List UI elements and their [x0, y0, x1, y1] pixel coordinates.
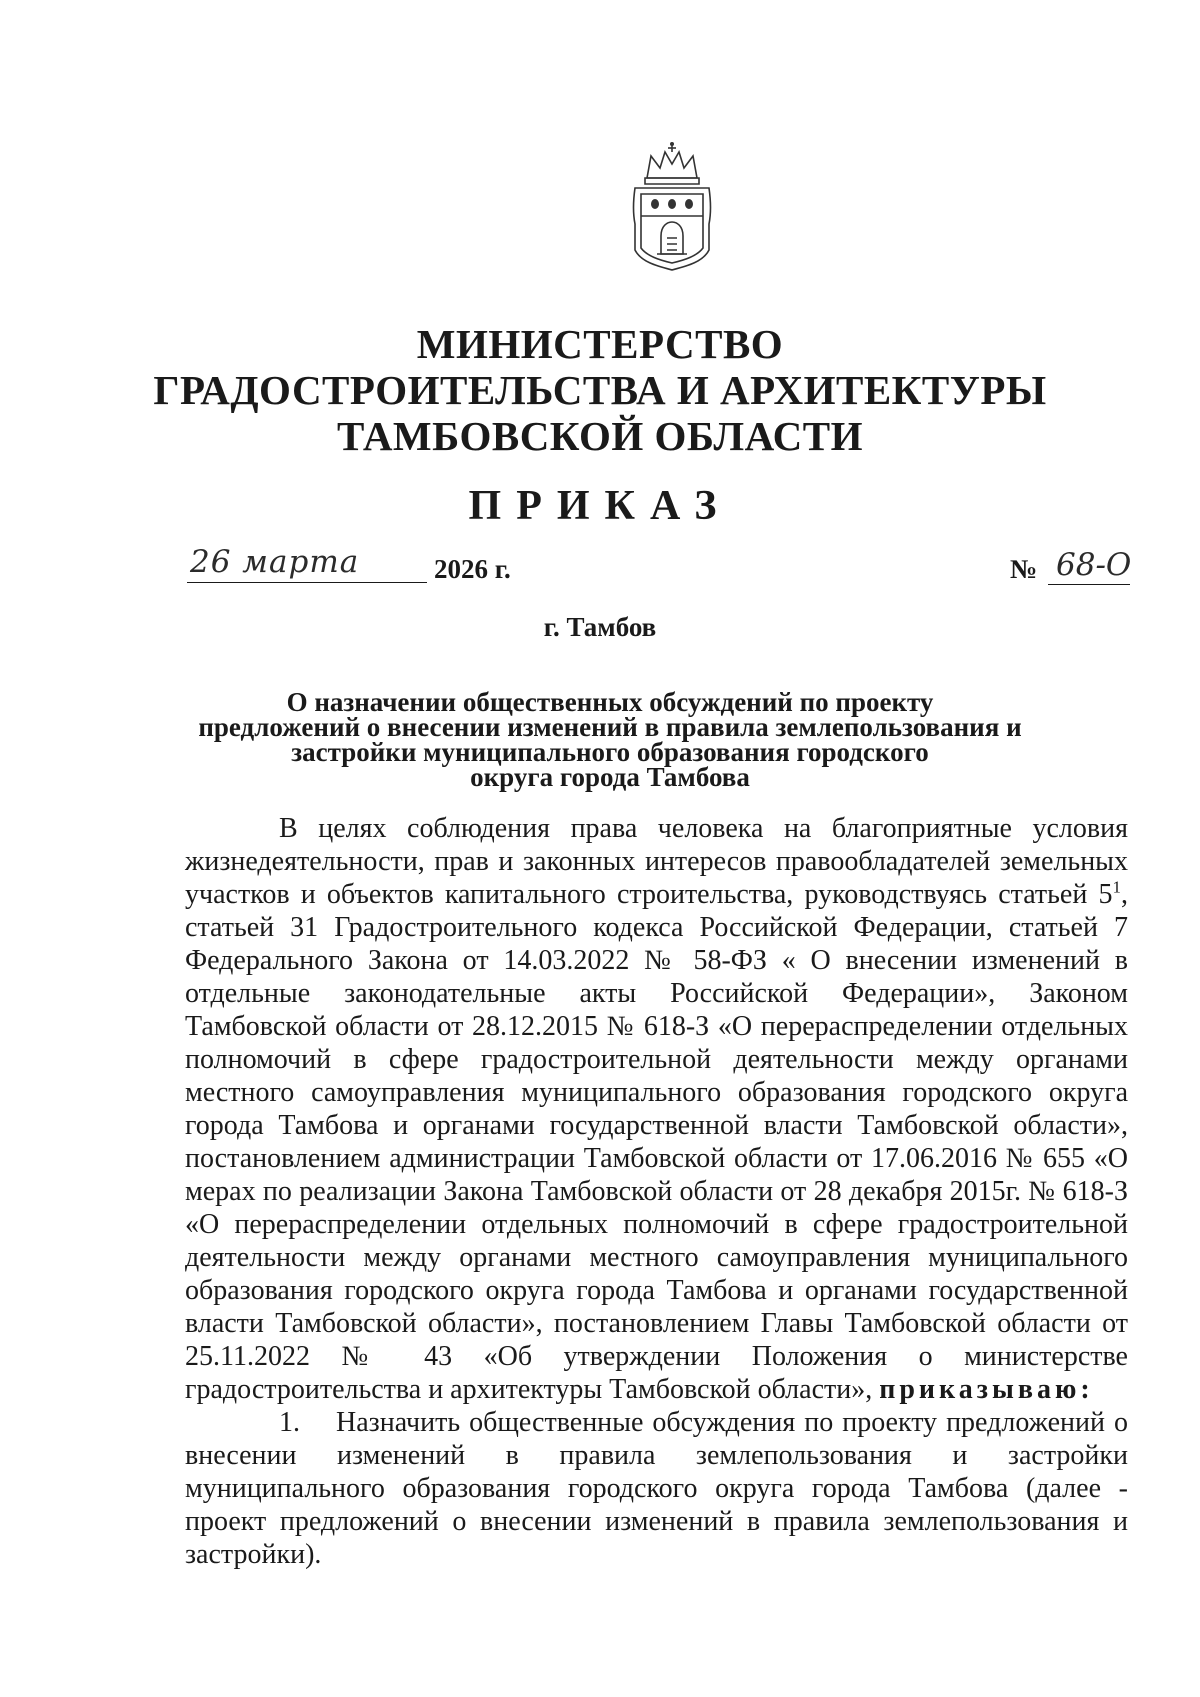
list-item-number: 1.: [279, 1407, 300, 1438]
preamble-text: В целях соблюдения права человека на благоприятные условия жизнедеятельности, прав и законных интересов правообладателей земельных участков и объектов капитального строительства, руководствуясь статьей 5: [185, 813, 1128, 910]
preamble-paragraph: [185, 812, 1128, 1406]
coat-of-arms-icon: [627, 138, 717, 274]
number-label: №: [1010, 554, 1038, 584]
document-subject: [170, 687, 1050, 792]
document-city: г. Тамбов: [543, 612, 657, 642]
superscript-index: 1: [1112, 877, 1121, 897]
document-type-title: ПРИКАЗ: [468, 483, 732, 529]
preamble-text-cont: , статьей 31 Градостроительного кодекса Российской Федерации, статьей 7 Федерального Закона от 14.03.2022 № 58-ФЗ « О внесении изменений в отдельные законодательные акты Российской Федерации», Законом Тамбовской области от 28.12.2015 № 618-З «О перераспределении отдельных полномочий в сфере градостроительной деятельности между органами местного самоуправления муниципального образования городского округа города Тамбова и органами государственной власти Тамбовской области», постановлением администрации Тамбовской области от 17.06.2016 № 655 «О мерах по реализации Закона Тамбовской области от 28 декабря 2015г. № 618-З «О перераспределении отдельных полномочий в сфере градостроительной деятельности между органами местного самоуправления муниципального образования городского округа города Тамбова и органами государственной власти Тамбовской области», постановлением Главы Тамбовской области от 25.11.2022 № 43 «Об утверждении Положения о министерстве градостроительства и архитектуры Тамбовской области»,: [185, 879, 1128, 1405]
document-body: [185, 812, 1128, 1571]
document-year: 2026 г.: [434, 554, 511, 584]
org-name-line3: ТАМБОВСКОЙ ОБЛАСТИ: [337, 413, 863, 459]
subject-line: застройки муниципального образования городского: [291, 737, 929, 767]
directive-word: приказываю:: [879, 1374, 1094, 1405]
list-item-text: Назначить общественные обсуждения по проекту предложений о внесении изменений в правила землепользования и застройки муниципального образования городского округа города Тамбова (далее - проект предложений о внесении изменений в правила землепользования и застройки).: [185, 1407, 1128, 1570]
subject-line: предложений о внесении изменений в правила землепользования и: [198, 712, 1022, 742]
subject-line: О назначении общественных обсуждений по проекту: [286, 687, 934, 717]
org-name-line2: ГРАДОСТРОИТЕЛЬСТВА И АРХИТЕКТУРЫ: [153, 367, 1047, 413]
org-name-line1: МИНИСТЕРСТВО: [416, 321, 784, 367]
number-underline: [1048, 584, 1130, 585]
subject-line: округа города Тамбова: [470, 762, 750, 792]
number-handwritten: 68-О: [1056, 547, 1132, 583]
date-handwritten: 26 марта: [190, 544, 360, 580]
date-underline: [187, 582, 427, 583]
list-item: [185, 1406, 1128, 1571]
